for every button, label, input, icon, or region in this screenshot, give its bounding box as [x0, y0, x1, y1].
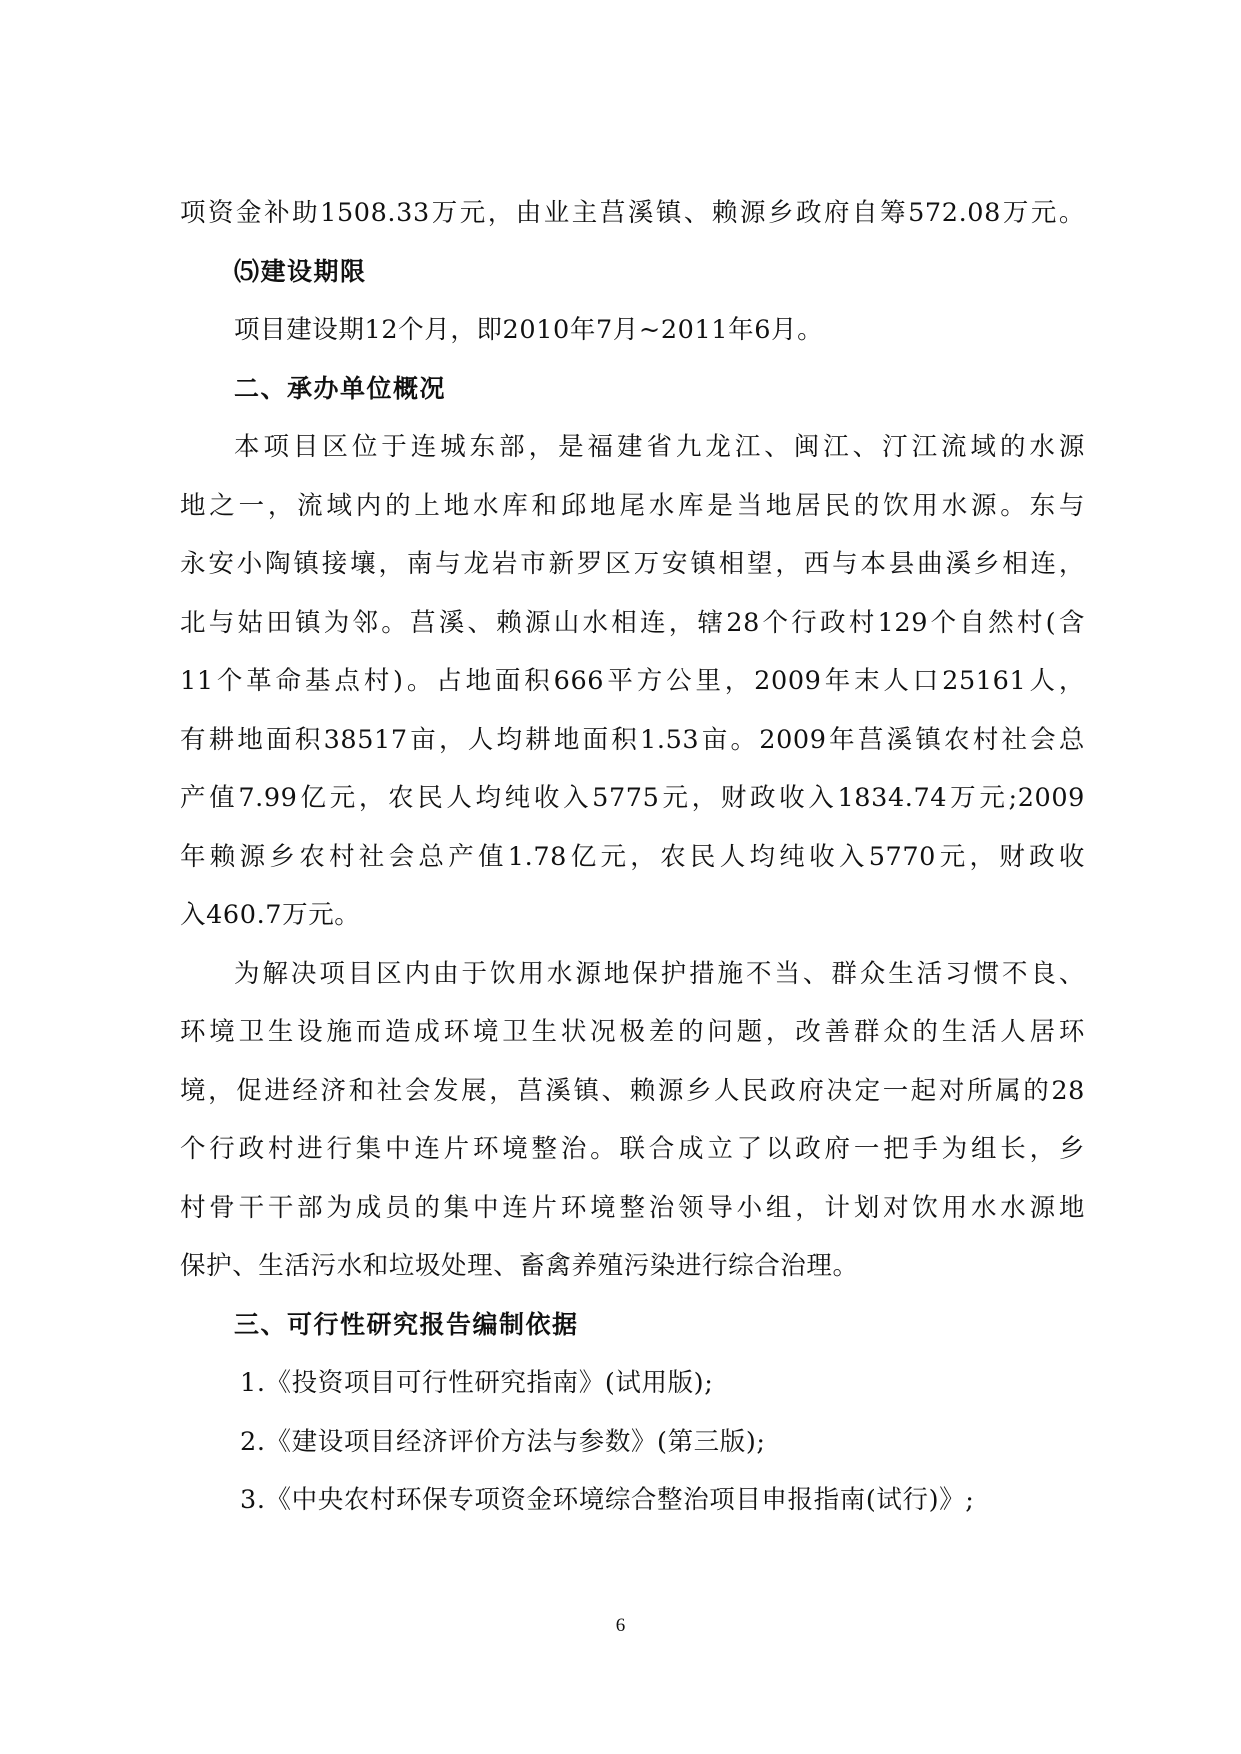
- paragraph-line: 年赖源乡农村社会总产值1.78亿元，农民人均纯收入5770元，财政收: [180, 841, 1085, 872]
- list-item: 3.《中央农村环保专项资金环境综合整治项目申报指南(试行)》;: [240, 1485, 975, 1515]
- paragraph-line: 项目建设期12个月，即2010年7月~2011年6月。: [234, 315, 824, 345]
- paragraph-line: 保护、生活污水和垃圾处理、畜禽养殖污染进行综合治理。: [180, 1251, 859, 1281]
- section-heading-construction-period: ⑸建设期限: [234, 256, 367, 286]
- list-item: 1.《投资项目可行性研究指南》(试用版);: [240, 1368, 714, 1398]
- list-item: 2.《建设项目经济评价方法与参数》(第三版);: [240, 1426, 766, 1457]
- paragraph-line: 地之一，流域内的上地水库和邱地尾水库是当地居民的饮用水源。东与: [180, 490, 1085, 521]
- page-number: 6: [615, 1615, 626, 1636]
- paragraph-line: 为解决项目区内由于饮用水源地保护措施不当、群众生活习惯不良、: [234, 958, 1085, 989]
- paragraph-line: 村骨干干部为成员的集中连片环境整治领导小组，计划对饮用水水源地: [180, 1192, 1085, 1223]
- paragraph-line: 个行政村进行集中连片环境整治。联合成立了以政府一把手为组长，乡: [180, 1134, 1085, 1164]
- paragraph-line: 北与姑田镇为邻。莒溪、赖源山水相连，辖28个行政村129个自然村(含: [180, 607, 1085, 638]
- paragraph-line: 环境卫生设施而造成环境卫生状况极差的问题，改善群众的生活人居环: [180, 1017, 1085, 1047]
- paragraph-line: 产值7.99亿元，农民人均纯收入5775元，财政收入1834.74万元;2009: [180, 783, 1085, 813]
- document-body: [180, 184, 1085, 1530]
- section-heading-feasibility-basis: 三、可行性研究报告编制依据: [234, 1309, 579, 1339]
- paragraph-line: 11个革命基点村)。占地面积666平方公里，2009年末人口25161人，: [180, 666, 1085, 696]
- paragraph-line: 境，促进经济和社会发展，莒溪镇、赖源乡人民政府决定一起对所属的28: [180, 1075, 1085, 1106]
- section-heading-organizer-overview: 二、承办单位概况: [234, 373, 447, 403]
- paragraph-line: 有耕地面积38517亩，人均耕地面积1.53亩。2009年莒溪镇农村社会总: [180, 724, 1085, 755]
- paragraph-line: 永安小陶镇接壤，南与龙岩市新罗区万安镇相望，西与本县曲溪乡相连，: [180, 549, 1085, 579]
- paragraph-line: 本项目区位于连城东部，是福建省九龙江、闽江、汀江流域的水源: [234, 432, 1085, 462]
- paragraph-line: 项资金补助1508.33万元，由业主莒溪镇、赖源乡政府自筹572.08万元。: [180, 198, 1085, 228]
- paragraph-line: 入460.7万元。: [180, 900, 361, 930]
